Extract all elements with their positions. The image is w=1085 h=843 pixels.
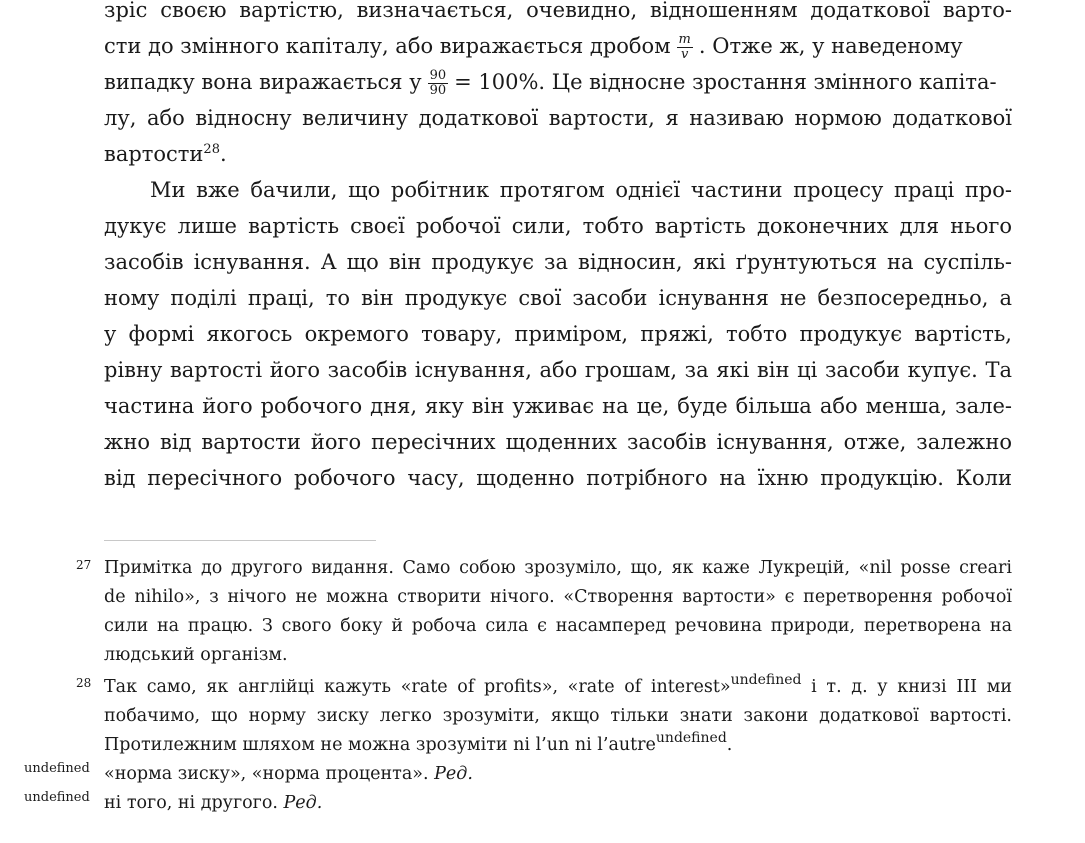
fraction-m-over-v [677, 33, 693, 62]
text-line: у формі якогось окремого товару, приміром, пряжі, тобто продукує вартість, [104, 322, 1012, 346]
text-line: від пересічного робочого часу, щоденно потрібного на їхню продукцію. Коли [104, 466, 1012, 490]
text-segment: Протилежним шляхом не можна зрозуміти ni l’un ni l’autre [104, 735, 656, 755]
text-segment: і т. д. у книзі III ми [801, 677, 1012, 697]
fraction-denominator: v [681, 47, 689, 62]
note-marker: undefined [24, 761, 90, 776]
fraction-numerator: m [678, 32, 691, 47]
editor-mark: Ред. [434, 764, 473, 784]
footnote-number-28: 28 [76, 676, 92, 690]
text-line: Ми вже бачили, що робітник протягом однієї частини процесу праці про- [150, 178, 1012, 202]
footnote-line: побачимо, що норму зиску легко зрозуміти, якщо тільки знати закони додаткової вартості. [104, 706, 1012, 726]
editorial-note [104, 760, 1012, 789]
note-ref[interactable]: undefined [655, 730, 727, 746]
text-line [104, 136, 1012, 172]
editorial-note [104, 789, 1012, 818]
note-text: ні того, ні другого. [104, 793, 284, 813]
text-line: зріс своєю вартістю, визначається, очевидно, відношенням додаткової варто- [104, 0, 1012, 22]
footnote-line [104, 673, 1012, 702]
footnote-line: сили на працю. З свого боку й робоча сила є насамперед речовина природи, перетворена на [104, 616, 1012, 636]
text-segment: . [219, 142, 227, 166]
footnote-line: людський організм. [104, 645, 288, 665]
fraction-numerator: 90 [429, 68, 447, 83]
footnote-line: de nihilo», з нічого не можна створити нічого. «Створення вартости» є перетворення робочої [104, 587, 1012, 607]
footnote-separator [104, 540, 376, 541]
note-marker: undefined [24, 790, 90, 805]
text-line: ному поділі праці, то він продукує свої засоби існування не безпосередньо, а [104, 286, 1012, 310]
text-line [104, 28, 1012, 64]
note-text: «норма зиску», «норма процента». [104, 764, 435, 784]
text-segment: вартости [104, 142, 204, 166]
editor-mark: Ред. [283, 793, 323, 813]
fraction-90-over-90 [428, 69, 449, 98]
text-line: дукує лише вартість своєї робочої сили, тобто вартість доконечних для нього [104, 214, 1012, 238]
footnote-ref-28[interactable]: 28 [203, 142, 220, 157]
text-segment: Так само, як англійці кажуть «rate of profits», «rate of interest» [104, 677, 731, 697]
fraction-denominator: 90 [429, 83, 447, 98]
text-line: засобів існування. А що він продукує за відносин, які ґрунтуються на суспіль- [104, 250, 1012, 274]
footnote-number-27: 27 [76, 558, 92, 572]
footnote-line [104, 731, 1012, 760]
text-segment: . [726, 735, 733, 755]
text-line: рівну вартості його засобів існування, або грошам, за які він ці засоби купує. Та [104, 358, 1012, 382]
text-line: лу, або відносну величину додаткової вартости, я називаю нормою додаткової [104, 106, 1012, 130]
footnote-line: Примітка до другого видання. Само собою зрозуміло, що, як каже Лукрецій, «nil posse creari [104, 558, 1012, 578]
text-segment: сти до змінного капіталу, або виражається дробом [104, 34, 671, 58]
text-line: жно від вартости його пересічних щоденних засобів існування, отже, залежно [104, 430, 1012, 454]
text-segment: = 100%. Це відносне зростання змінного капіта- [454, 70, 997, 94]
text-segment: випадку вона виражається у [104, 70, 422, 94]
note-ref[interactable]: undefined [730, 672, 802, 688]
text-line: частина його робочого дня, яку він уживає на це, буде більша або менша, зале- [104, 394, 1012, 418]
text-line [104, 64, 1012, 100]
text-segment: . Отже ж, у наведеному [698, 34, 963, 58]
